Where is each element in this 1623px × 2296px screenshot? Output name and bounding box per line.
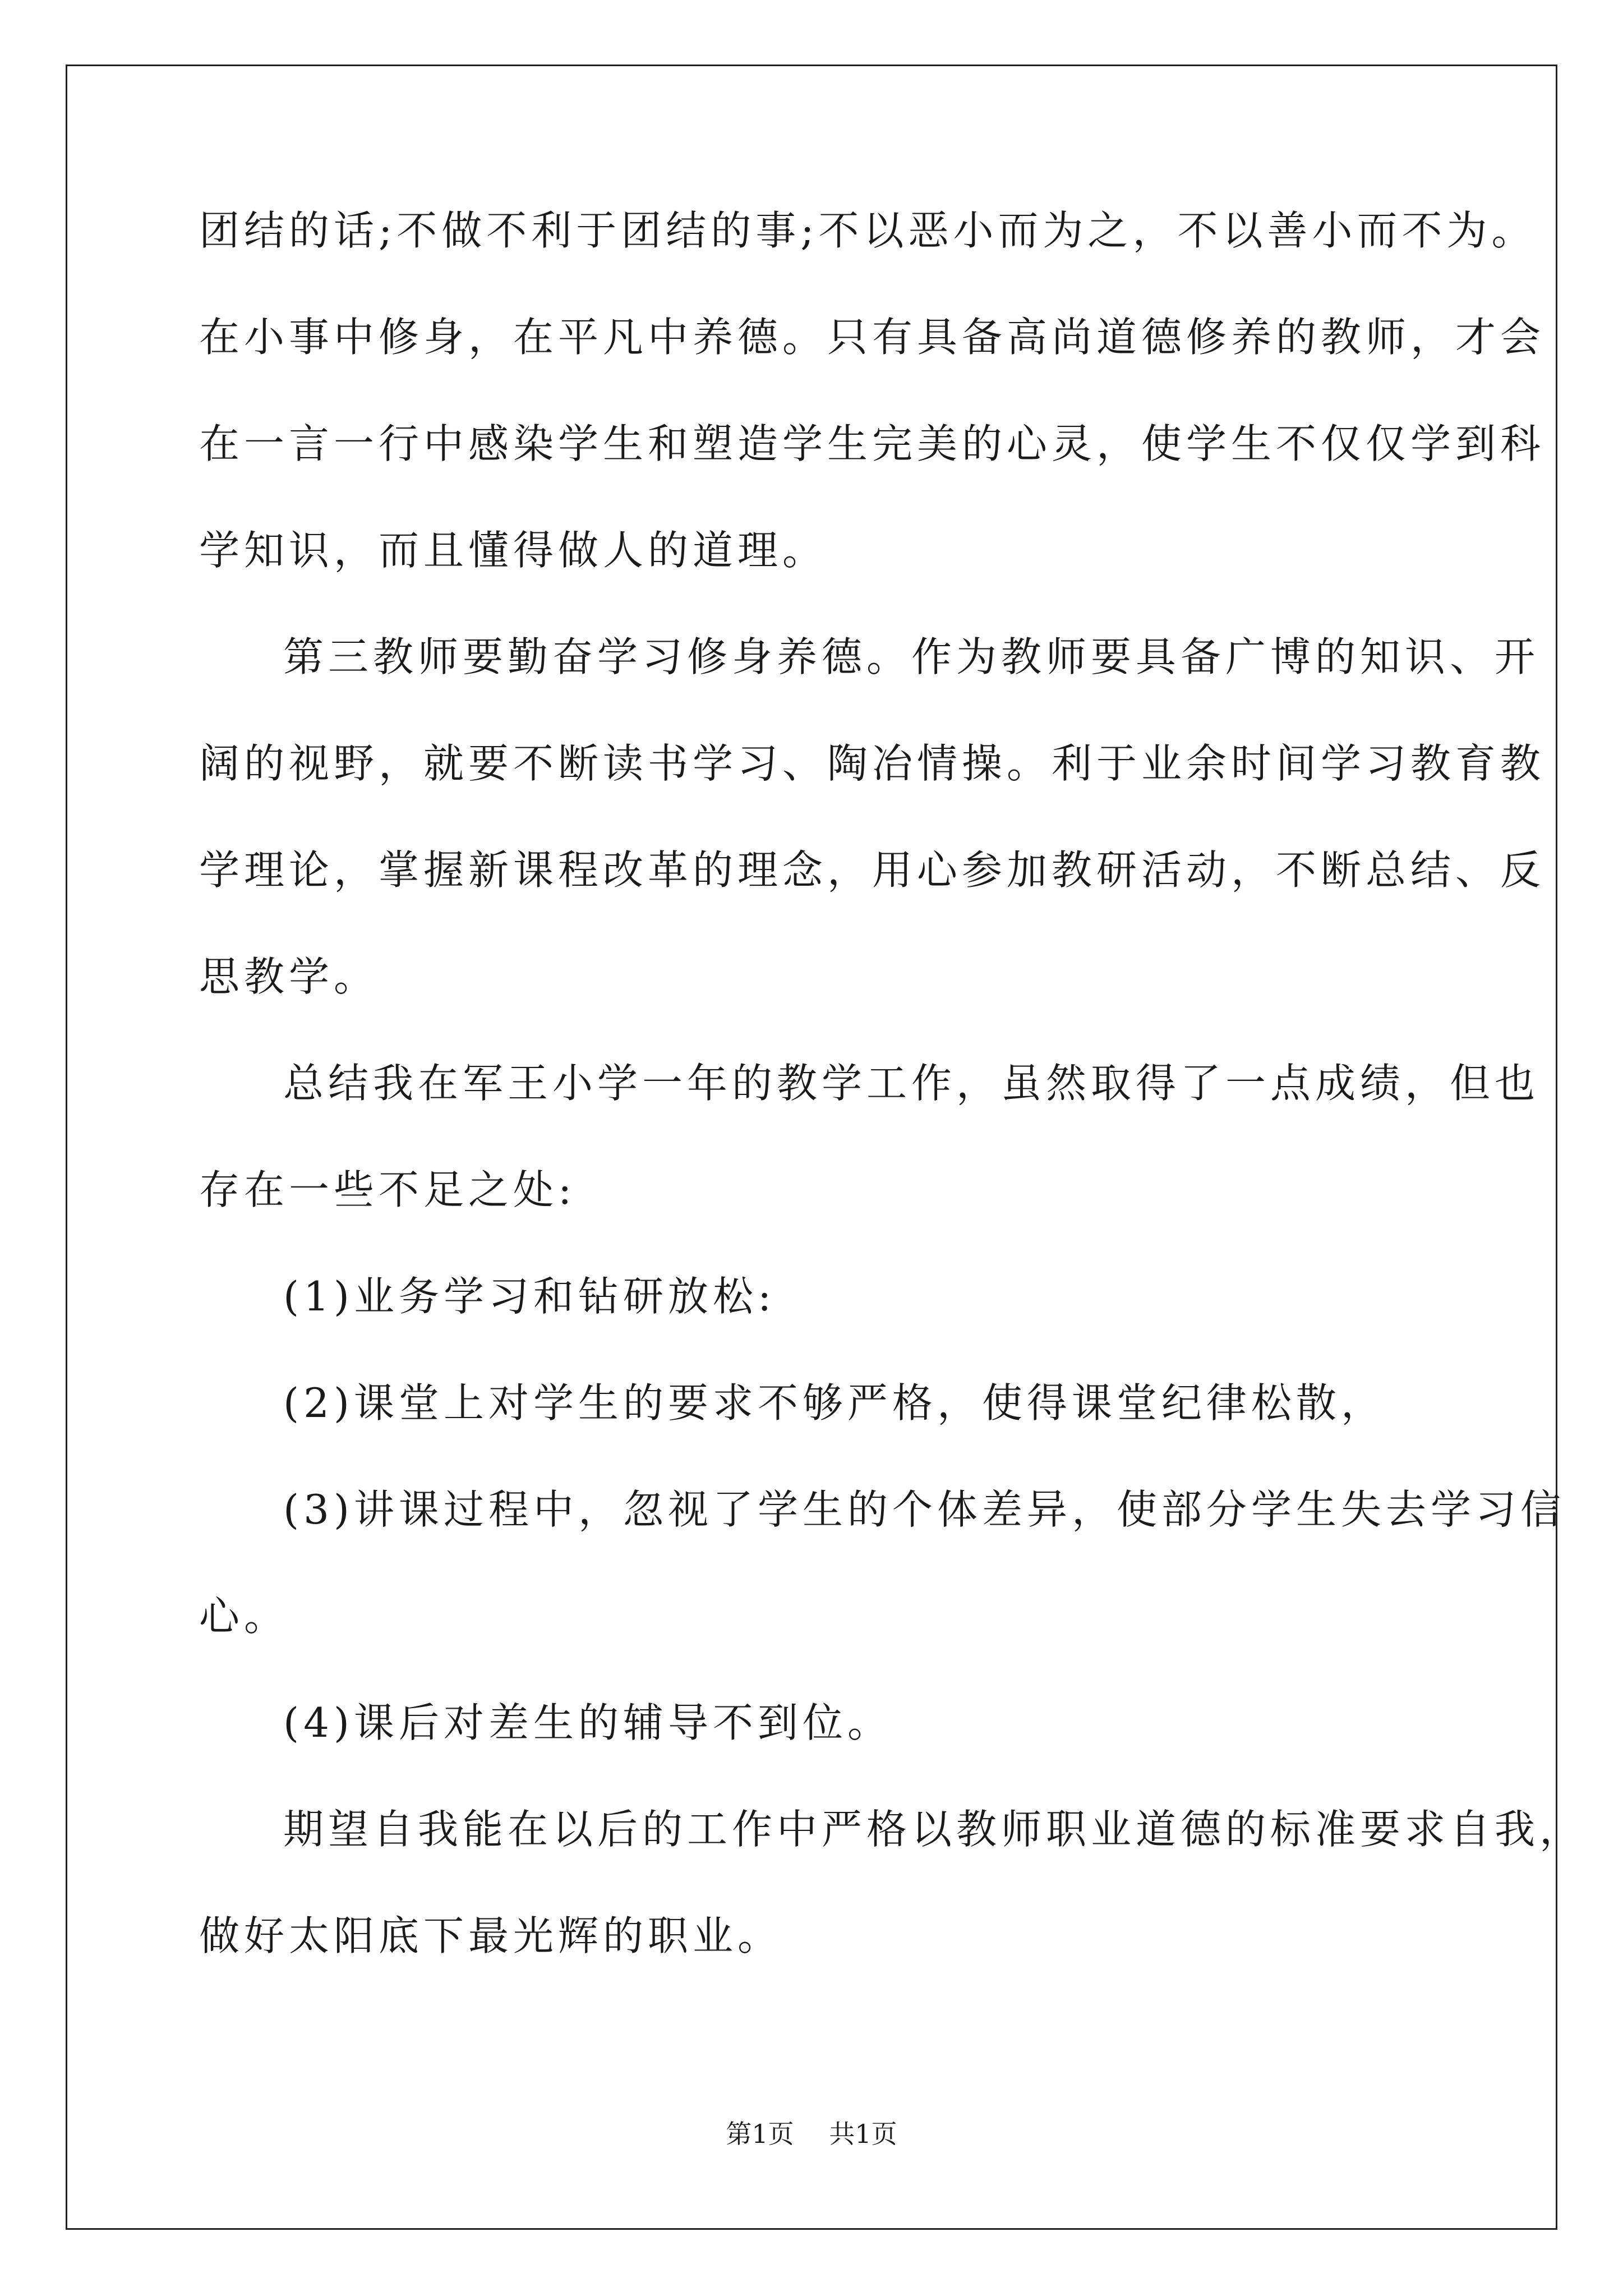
text-line: 阔的视野，就要不断读书学习、陶冶情操。利于业余时间学习教育教 [199, 740, 1546, 787]
page-footer [0, 2114, 1623, 2151]
text-line: (2)课堂上对学生的要求不够严格，使得课堂纪律松散， [283, 1379, 1386, 1427]
text-line: (4)课后对差生的辅导不到位。 [283, 1699, 892, 1746]
page-total: 共1页 [829, 2119, 897, 2149]
text-line: 存在一些不足之处: [199, 1166, 577, 1213]
text-line: 做好太阳底下最光辉的职业。 [199, 1912, 783, 1959]
document-body [199, 207, 1585, 2022]
text-line: 学理论，掌握新课程改革的理念，用心参加教研活动，不断总结、反 [199, 846, 1546, 894]
text-line: 心。 [199, 1593, 289, 1640]
text-line: 团结的话;不做不利于团结的事;不以恶小而为之，不以善小而不为。 [199, 207, 1537, 254]
text-line: (3)讲课过程中，忽视了学生的个体差异，使部分学生失去学习信 [283, 1486, 1565, 1533]
text-line: 在一言一行中感染学生和塑造学生完美的心灵，使学生不仅仅学到科 [199, 420, 1546, 467]
text-line: 学知识，而且懂得做人的道理。 [199, 527, 828, 574]
text-line: 第三教师要勤奋学习修身养德。作为教师要具备广博的知识、开 [283, 633, 1540, 680]
page-number: 第1页 [726, 2119, 794, 2149]
text-line: 思教学。 [199, 953, 379, 1000]
text-line: 在小事中修身，在平凡中养德。只有具备高尚道德修养的教师，才会 [199, 314, 1546, 361]
text-line: 总结我在军王小学一年的教学工作，虽然取得了一点成绩，但也 [283, 1060, 1540, 1107]
text-line: (1)业务学习和钻研放松: [283, 1273, 776, 1320]
text-line: 期望自我能在以后的工作中严格以教师职业道德的标准要求自我， [283, 1806, 1585, 1853]
